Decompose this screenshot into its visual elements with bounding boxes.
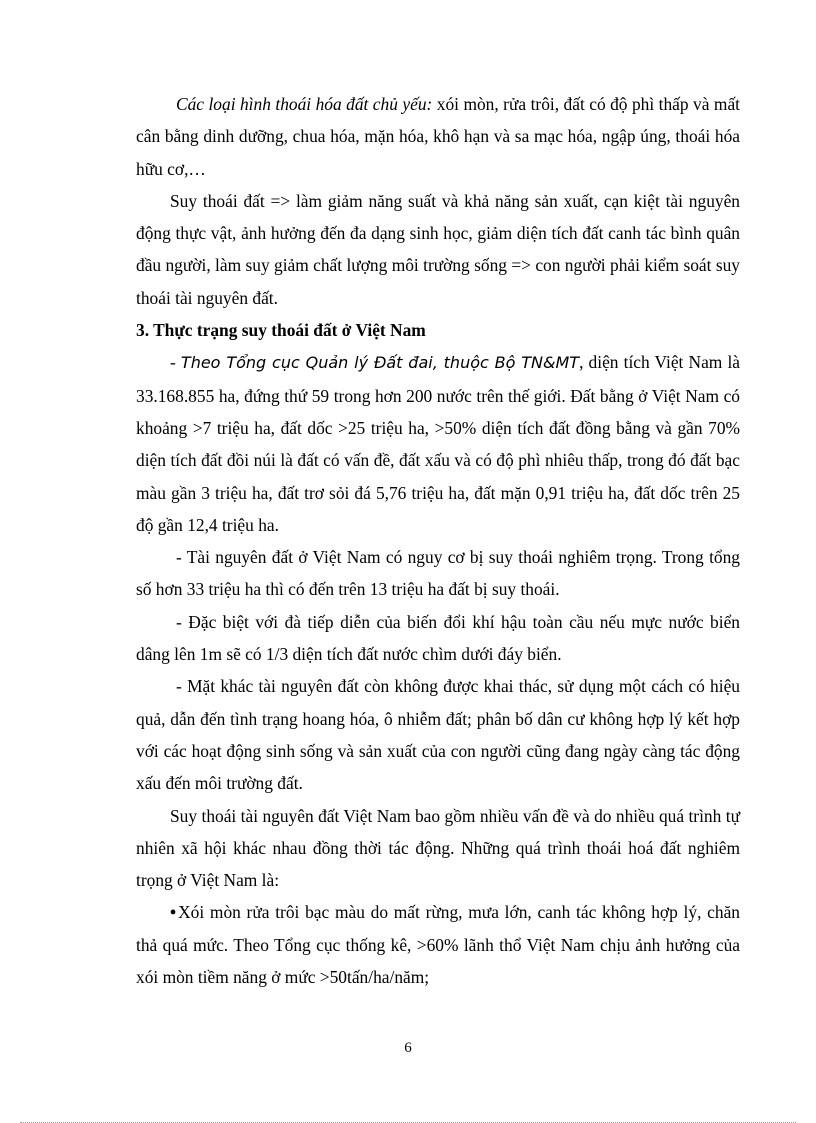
paragraph-degradation-risk: - Tài nguyên đất ở Việt Nam có nguy cơ bị suy thoái nghiêm trọng. Trong tổng số hơn 33 triệu ha thì có đến trên 13 triệu ha đất bị suy thoái. [136,547,740,600]
paragraph-processes-intro: Suy thoái tài nguyên đất Việt Nam bao gồm nhiều vấn đề và do nhiều quá trình tự nhiên xã hội khác nhau đồng thời tác động. Những quá trình thoái hoá đất nghiêm trọng ở Việt Nam là: [136,805,740,891]
degradation-types-text: xói mòn, rửa trôi, đất có độ phì thấp và mất cân bằng dinh dưỡng, chua hóa, mặn hóa, khô hạn và sa mạc hóa, ngập úng, thoái hóa hữu cơ,… [136,94,741,179]
document-body [136,88,740,993]
degradation-types-lead: Các loại hình thoái hóa đất chủ yếu: [176,94,433,114]
paragraph-inefficient-use: - Mặt khác tài nguyên đất còn không được khai thác, sử dụng một cách có hiệu quả, dẫn đến tình trạng hoang hóa, ô nhiễm đất; phân bố dân cư không hợp lý kết hợp với các hoạt động sinh sống và sản xuất của con người cũng đang ngày càng tác động xấu đến môi trường đất. [136,676,740,794]
bullet-item-erosion [136,896,740,993]
bullet-icon: • [170,902,177,923]
paragraph-degradation-types [136,88,740,185]
section-heading: 3. Thực trạng suy thoái đất ở Việt Nam [136,320,426,341]
bullet-text: Xói mòn rửa trôi bạc màu do mất rừng, mưa lớn, canh tác không hợp lý, chăn thả quá mức. Theo Tổng cục thống kê, >60% lãnh thổ Việt Nam chịu ảnh hưởng của xói mòn tiềm năng ở mức >50tấn/ha/năm; [136,902,740,988]
source-citation: Theo Tổng cục Quản lý Đất đai, thuộc Bộ TN&MT [180,353,580,373]
paragraph-degradation-effects: Suy thoái đất => làm giảm năng suất và khả năng sản xuất, cạn kiệt tài nguyên động thực vật, ảnh hưởng đến đa dạng sinh học, giảm diện tích đất canh tác bình quân đầu người, làm suy giảm chất lượng môi trường sống => con người phải kiểm soát suy thoái tài nguyên đất. [136,190,740,308]
land-statistics-text: , diện tích Việt Nam là 33.168.855 ha, đứng thứ 59 trong hơn 200 nước trên thế giới. Đất bằng ở Việt Nam có khoảng >7 triệu ha, đất dốc >25 triệu ha, >50% diện tích đất đồng bằng và gần 70% diện tích đất đồi núi là đất có vấn đề, đất xấu và có độ phì nhiêu thấp, trong đó đất bạc màu gần 3 triệu ha, đất trơ sỏi đá 5,76 triệu ha, đất mặn 0,91 triệu ha, đất dốc trên 25 độ gần 12,4 triệu ha. [136,352,740,535]
page-number: 6 [404,1040,412,1056]
dash-marker: - [170,352,181,373]
paragraph-sea-level: - Đặc biệt với đà tiếp diễn của biến đổi khí hậu toàn cầu nếu mực nước biển dâng lên 1m sẽ có 1/3 diện tích đất nước chìm dưới đáy biển. [136,611,740,665]
paragraph-land-statistics [136,346,740,541]
